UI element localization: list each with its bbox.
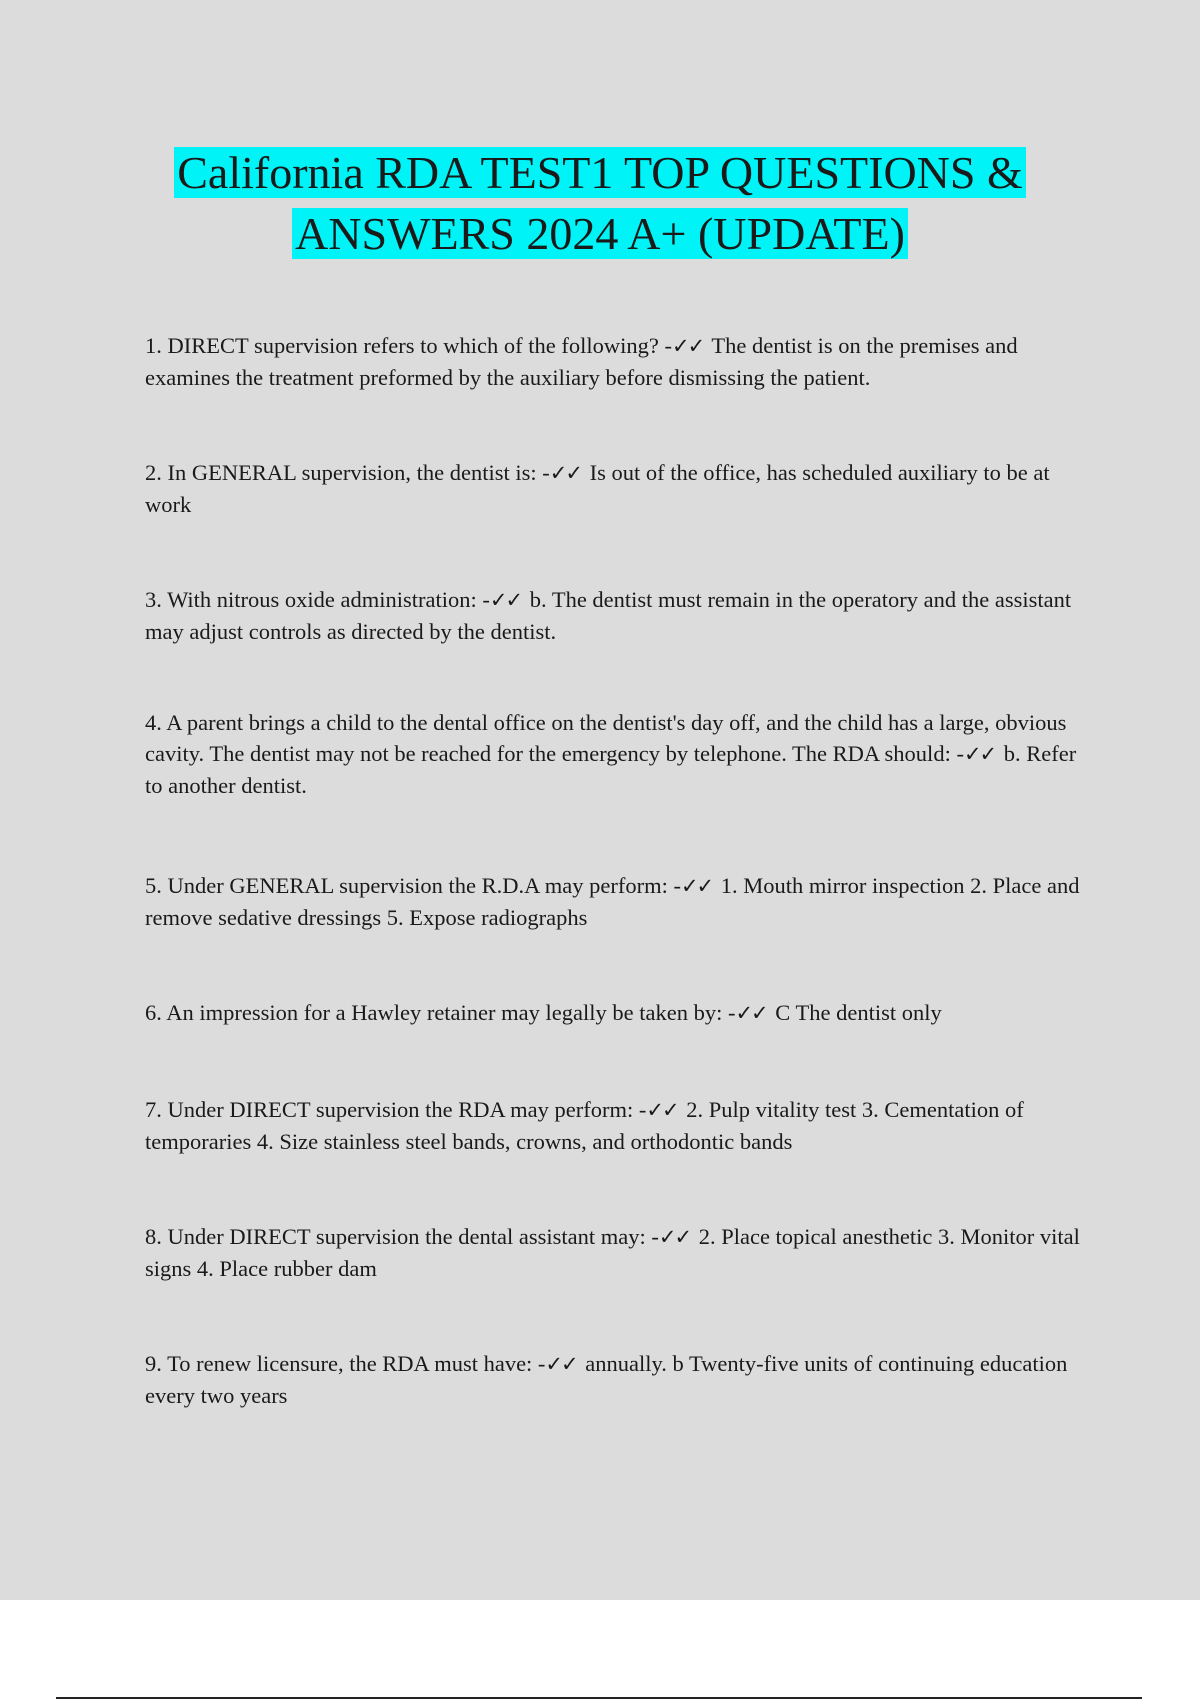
question-item bbox=[145, 1221, 1095, 1284]
question-text: 9. To renew licensure, the RDA must have: - bbox=[145, 1351, 546, 1376]
answer-text: Is out of the office, has scheduled auxiliary to be at work bbox=[145, 460, 1050, 517]
question-item bbox=[145, 584, 1095, 647]
check-icon: ✓✓ bbox=[545, 1352, 577, 1376]
question-item bbox=[145, 997, 1095, 1029]
question-text: 5. Under GENERAL supervision the R.D.A may perform: - bbox=[145, 873, 681, 898]
question-item bbox=[145, 1094, 1095, 1157]
question-text: 3. With nitrous oxide administration: - bbox=[145, 587, 490, 612]
answer-text: b. Refer to another dentist. bbox=[145, 741, 1077, 798]
question-text: 7. Under DIRECT supervision the RDA may perform: - bbox=[145, 1097, 647, 1122]
footer-divider bbox=[56, 1697, 1142, 1699]
answer-text: The dentist is on the premises and examines the treatment preformed by the auxiliary before dismissing the patient. bbox=[145, 333, 1018, 390]
answer-text: annually. b Twenty-five units of continuing education every two years bbox=[145, 1351, 1068, 1408]
question-item bbox=[145, 707, 1095, 801]
title-line-2: ANSWERS 2024 A+ (UPDATE) bbox=[292, 208, 908, 259]
title-line-1: California RDA TEST1 TOP QUESTIONS & bbox=[174, 147, 1026, 198]
question-text: 1. DIRECT supervision refers to which of the following? - bbox=[145, 333, 672, 358]
question-text: 6. An impression for a Hawley retainer may legally be taken by: - bbox=[145, 1000, 736, 1025]
check-icon: ✓✓ bbox=[671, 334, 704, 358]
answer-text: 2. Place topical anesthetic 3. Monitor vital signs 4. Place rubber dam bbox=[145, 1224, 1080, 1281]
check-icon: ✓✓ bbox=[680, 874, 713, 898]
check-icon: ✓✓ bbox=[489, 588, 522, 612]
check-icon: ✓✓ bbox=[658, 1225, 691, 1249]
question-text: 4. A parent brings a child to the dental office on the dentist's day off, and the child has a large, obvious cavity. The dentist may not be reached for the emergency by telephone. The RDA should: - bbox=[145, 710, 1067, 766]
question-text: 8. Under DIRECT supervision the dental assistant may: - bbox=[145, 1224, 659, 1249]
check-icon: ✓✓ bbox=[963, 742, 996, 766]
question-item bbox=[145, 457, 1095, 520]
question-item bbox=[145, 870, 1095, 933]
check-icon: ✓✓ bbox=[549, 461, 581, 485]
question-item bbox=[145, 330, 1095, 393]
answer-text: 1. Mouth mirror inspection 2. Place and remove sedative dressings 5. Expose radiographs bbox=[145, 873, 1080, 930]
check-icon: ✓✓ bbox=[735, 1001, 767, 1025]
question-text: 2. In GENERAL supervision, the dentist is: - bbox=[145, 460, 550, 485]
document-title bbox=[0, 142, 1200, 264]
check-icon: ✓✓ bbox=[646, 1098, 678, 1122]
answer-text: C The dentist only bbox=[769, 1000, 942, 1025]
answer-text: 2. Pulp vitality test 3. Cementation of temporaries 4. Size stainless steel bands, crowns, and orthodontic bands bbox=[145, 1097, 1024, 1154]
question-item bbox=[145, 1348, 1095, 1411]
answer-text: b. The dentist must remain in the operatory and the assistant may adjust controls as directed by the dentist. bbox=[145, 587, 1072, 644]
